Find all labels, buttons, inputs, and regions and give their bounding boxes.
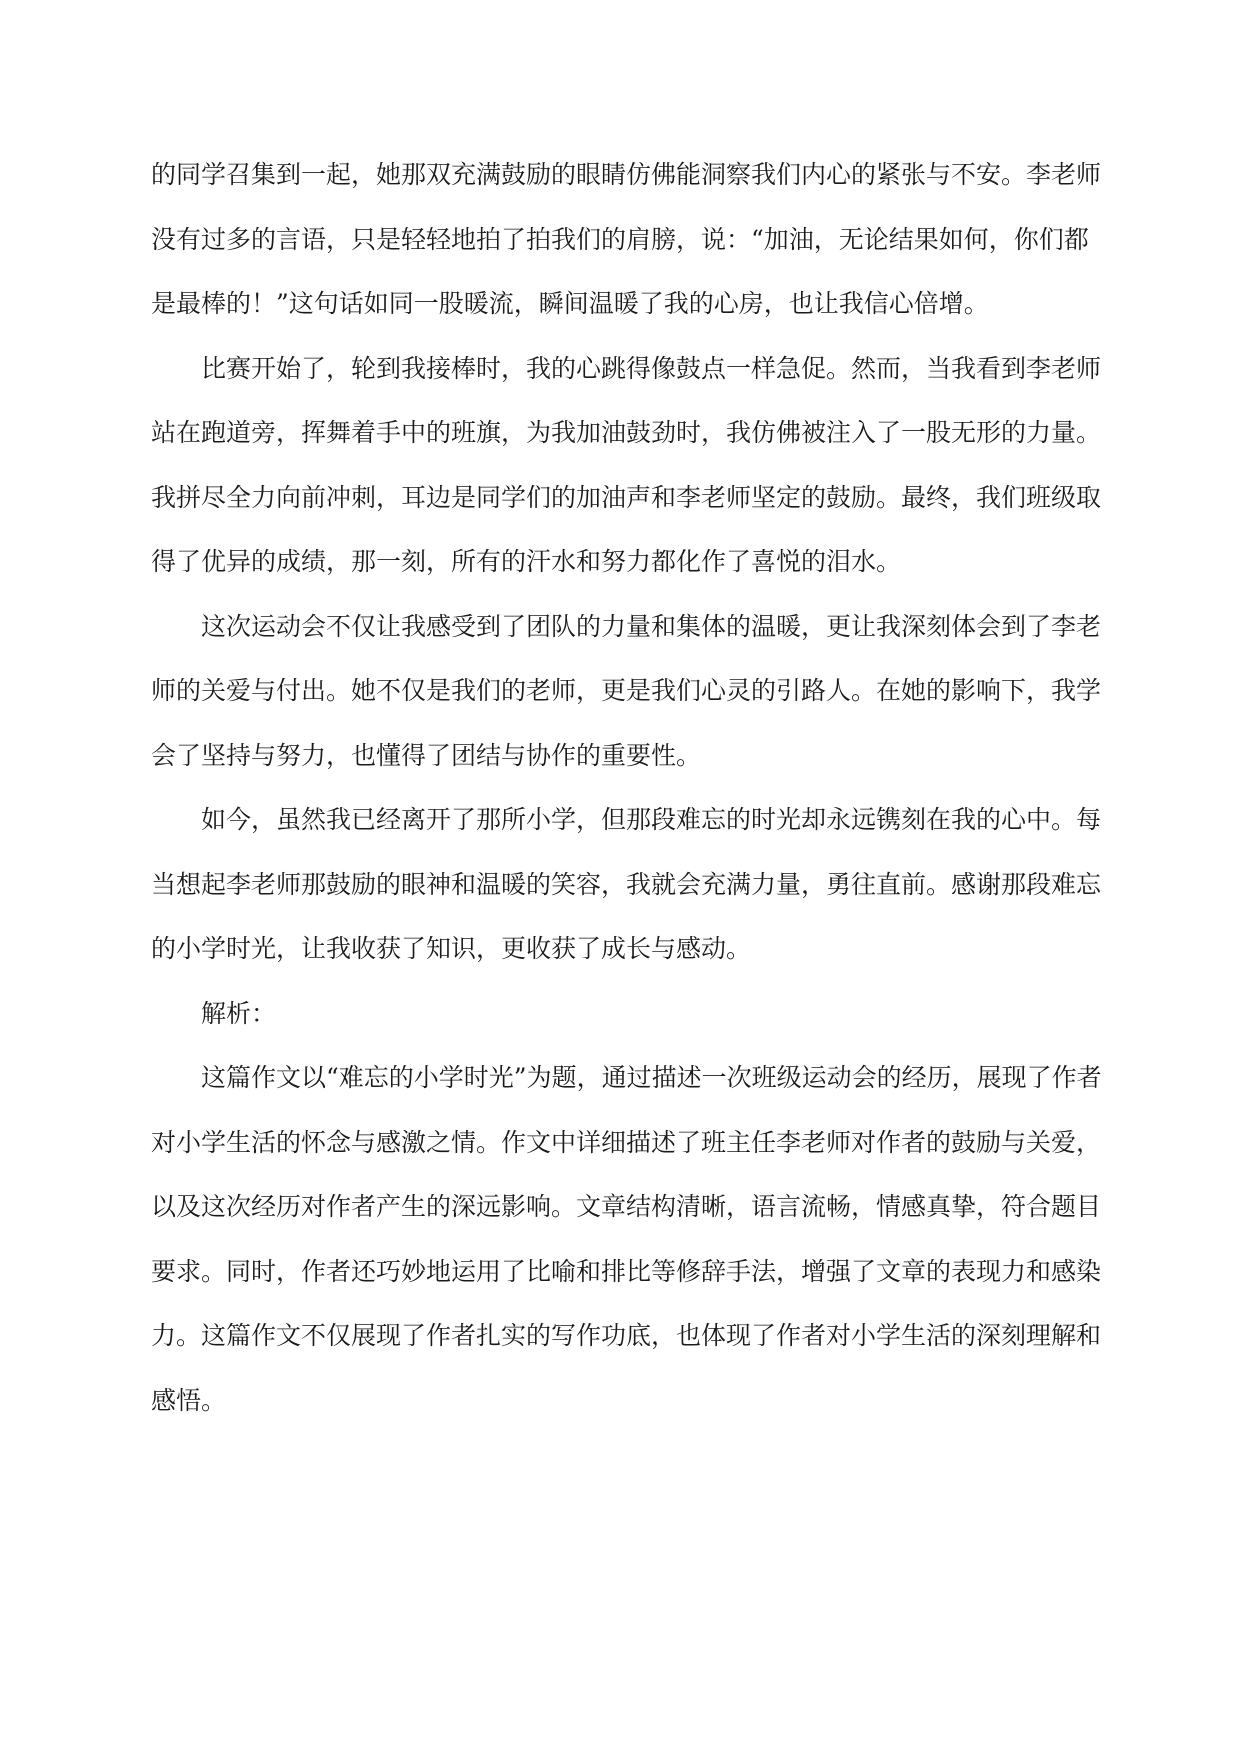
document-body [151,143,1111,1433]
paragraph-analysis: 这篇作文以“难忘的小学时光”为题，通过描述一次班级运动会的经历，展现了作者对小学生活的怀念与感激之情。作文中详细描述了班主任李老师对作者的鼓励与关爱，以及这次经历对作者产生的深远影响。文章结构清晰，语言流畅，情感真挚，符合题目要求。同时，作者还巧妙地运用了比喻和排比等修辞手法，增强了文章的表现力和感染力。这篇作文不仅展现了作者扎实的写作功底，也体现了作者对小学生活的深刻理解和感悟。 [151,1063,1102,1415]
paragraph-race: 比赛开始了，轮到我接棒时，我的心跳得像鼓点一样急促。然而，当我看到李老师站在跑道旁，挥舞着手中的班旗，为我加油鼓劲时，我仿佛被注入了一股无形的力量。我拼尽全力向前冲刺，耳边是同学们的加油声和李老师坚定的鼓励。最终，我们班级取得了优异的成绩，那一刻，所有的汗水和努力都化作了喜悦的泪水。 [151,353,1102,576]
paragraph-continuation: 的同学召集到一起，她那双充满鼓励的眼睛仿佛能洞察我们内心的紧张与不安。李老师没有过多的言语，只是轻轻地拍了拍我们的肩膀，说：“加油，无论结果如何，你们都是最棒的！”这句话如同一股暖流，瞬间温暖了我的心房，也让我信心倍增。 [151,160,1102,318]
analysis-heading: 解析： [201,998,277,1028]
paragraph-reflection: 这次运动会不仅让我感受到了团队的力量和集体的温暖，更让我深刻体会到了李老师的关爱与付出。她不仅是我们的老师，更是我们心灵的引路人。在她的影响下，我学会了坚持与努力，也懂得了团结与协作的重要性。 [151,611,1102,770]
paragraph-conclusion: 如今，虽然我已经离开了那所小学，但那段难忘的时光却永远镌刻在我的心中。每当想起李老师那鼓励的眼神和温暖的笑容，我就会充满力量，勇往直前。感谢那段难忘的小学时光，让我收获了知识，更收获了成长与感动。 [151,805,1102,963]
